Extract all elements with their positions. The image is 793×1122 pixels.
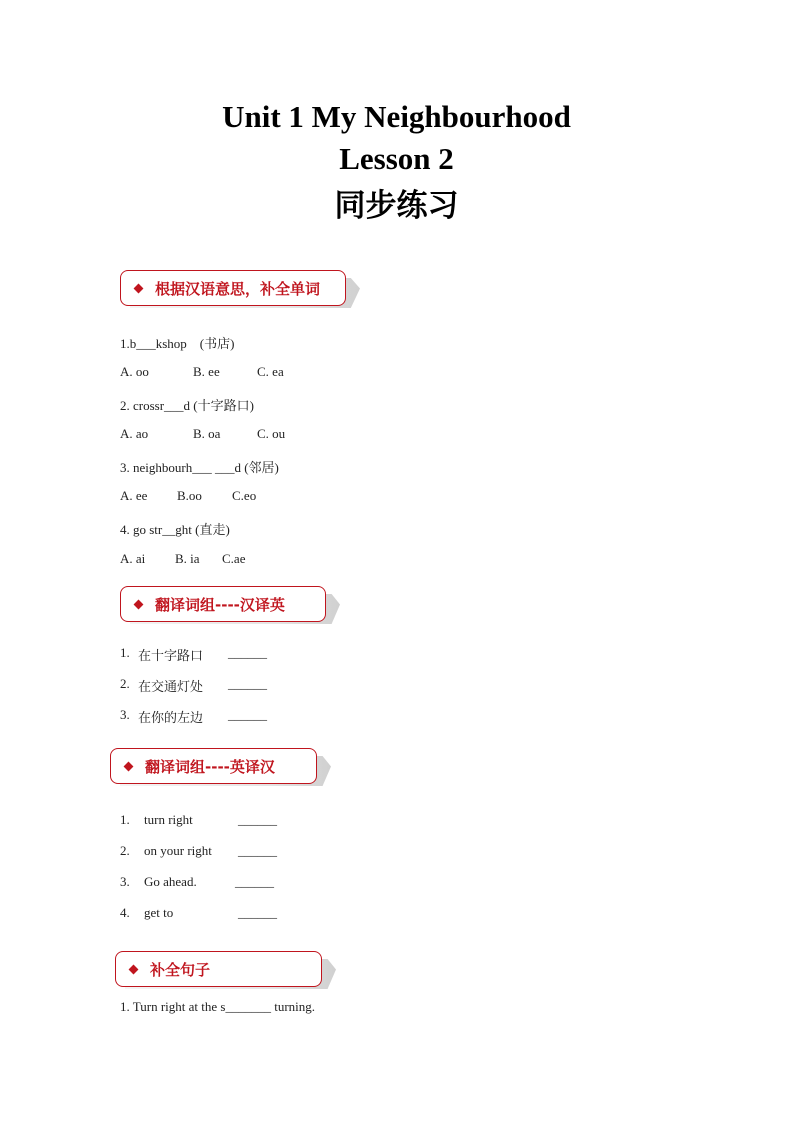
section-heading-1 — [120, 270, 346, 306]
answer-blank: ______ — [238, 905, 277, 920]
option-b: B.oo — [177, 488, 202, 503]
item-text: 在交通灯处 — [138, 679, 204, 694]
item-number: 4. — [120, 905, 130, 920]
option-a: A. ao — [120, 426, 149, 441]
question-1: 1.b___kshop (书店) — [120, 336, 235, 351]
diamond-bullet-icon — [134, 283, 144, 293]
title-lesson: Lesson 2 — [339, 141, 454, 176]
item-number: 2. — [120, 843, 130, 858]
option-b: B. oa — [193, 426, 221, 441]
option-a: A. ee — [120, 488, 148, 503]
diamond-bullet-icon — [129, 964, 139, 974]
question-2: 2. crossr___d (十字路口) — [120, 398, 254, 413]
diamond-bullet-icon — [124, 761, 134, 771]
option-a: A. oo — [120, 364, 149, 379]
section-heading-3 — [110, 748, 317, 784]
item-number: 1. — [120, 645, 130, 660]
option-a: A. ai — [120, 551, 146, 566]
section-heading-text: 根据汉语意思，补全单词 — [155, 279, 321, 298]
item-text: 在你的左边 — [138, 710, 204, 725]
section-heading-4 — [115, 951, 322, 987]
section-heading-text: 补全句子 — [150, 960, 211, 979]
option-c: C.eo — [232, 488, 257, 503]
diamond-bullet-icon — [134, 599, 144, 609]
item-text: 在十字路口 — [138, 648, 204, 663]
item-text: turn right — [144, 812, 193, 827]
section-heading-text: 翻译词组----英译汉 — [145, 757, 275, 776]
answer-blank: ______ — [238, 843, 277, 858]
option-b: B. ia — [175, 551, 200, 566]
question-4: 4. go str__ght (直走) — [120, 522, 230, 537]
section-heading-text: 翻译词组----汉译英 — [155, 595, 285, 614]
answer-blank: ______ — [228, 676, 267, 691]
item-text: on your right — [144, 843, 212, 858]
answer-blank: ______ — [228, 645, 267, 660]
answer-blank: ______ — [238, 812, 277, 827]
item-number: 2. — [120, 676, 130, 691]
title-unit: Unit 1 My Neighbourhood — [222, 99, 571, 134]
item-text: get to — [144, 905, 174, 920]
item-number: 1. — [120, 812, 130, 827]
title-practice: 同步练习 — [334, 188, 459, 224]
option-c: C.ae — [222, 551, 246, 566]
item-text: Go ahead. — [144, 874, 197, 889]
item-number: 3. — [120, 707, 130, 722]
answer-blank: ______ — [228, 707, 267, 722]
question-3: 3. neighbourh___ ___d (邻居) — [120, 460, 279, 475]
option-c: C. ea — [257, 364, 284, 379]
section-heading-2 — [120, 586, 326, 622]
option-c: C. ou — [257, 426, 286, 441]
item-number: 3. — [120, 874, 130, 889]
option-b: B. ee — [193, 364, 220, 379]
sentence-item-1: 1. Turn right at the s_______ turning. — [120, 999, 316, 1014]
answer-blank: ______ — [235, 874, 274, 889]
